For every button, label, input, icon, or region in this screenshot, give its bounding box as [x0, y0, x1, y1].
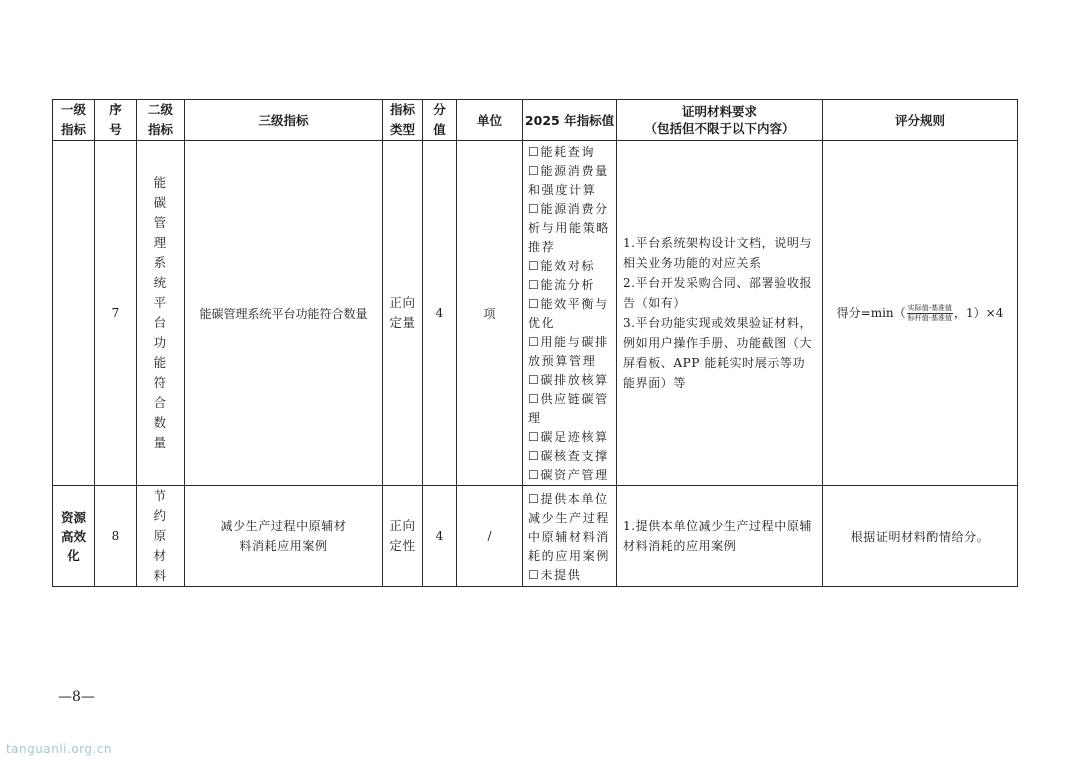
cell-score: 4 [423, 141, 457, 486]
cell-evidence [617, 141, 823, 486]
formula-suffix: ，1）×4 [954, 305, 1004, 320]
cell-level1: 资源高效化 [53, 486, 95, 587]
cell-type: 正向定量 [383, 141, 423, 486]
formula-prefix: 得分=min（ [836, 305, 906, 320]
option-item: ☐能流分析 [528, 278, 596, 292]
cell-target-options [523, 486, 617, 587]
option-item: ☐能效对标 [528, 259, 596, 273]
header-row [53, 100, 1018, 141]
option-item: ☐能源消费分析与用能策略推荐 [528, 202, 611, 254]
cell-unit: / [457, 486, 523, 587]
option-item: ☐未提供 [528, 567, 582, 582]
option-item: ☐能源消费量和强度计算 [528, 164, 609, 197]
option-item: ☐提供本单位减少生产过程中原辅材料消耗的应用案例 [528, 491, 611, 563]
cell-target-options [523, 141, 617, 486]
cell-seq: 8 [95, 486, 137, 587]
evidence-item: 1.提供本单位减少生产过程中原辅材料消耗的应用案例 [623, 519, 813, 553]
cell-seq: 7 [95, 141, 137, 486]
evidence-item: 1.平台系统架构设计文档，说明与相关业务功能的对应关系 [623, 236, 813, 270]
option-item: ☐碳核查支撑 [528, 449, 609, 463]
option-item: ☐碳资产管理 [528, 468, 609, 482]
cell-level2: 能碳管理系统平台功能符合数量 [137, 141, 185, 486]
table-row [53, 486, 1018, 587]
cell-unit: 项 [457, 141, 523, 486]
table-row [53, 141, 1018, 486]
header-score: 分值 [423, 100, 457, 141]
cell-type: 正向定性 [383, 486, 423, 587]
header-seq: 序号 [95, 100, 137, 141]
header-level3: 三级指标 [185, 100, 383, 141]
cell-level1 [53, 141, 95, 486]
cell-rule [823, 141, 1018, 486]
cell-level2: 节约原材料 [137, 486, 185, 587]
header-unit: 单位 [457, 100, 523, 141]
cell-score: 4 [423, 486, 457, 587]
cell-level3: 能碳管理系统平台功能符合数量 [185, 141, 383, 486]
header-evidence-line1: 证明材料要求 [681, 104, 757, 119]
evidence-item: 2.平台开发采购合同、部署验收报告（如有） [623, 276, 813, 310]
option-item: ☐碳排放核算 [528, 373, 609, 387]
option-item: ☐碳足迹核算 [528, 430, 609, 444]
header-target: 2025 年指标值 [523, 100, 617, 141]
header-evidence [617, 100, 823, 141]
header-level2: 二级指标 [137, 100, 185, 141]
formula-denominator: 标杆值-基准值 [907, 313, 953, 322]
option-item: ☐供应链碳管理 [528, 392, 609, 425]
indicator-table [52, 99, 1018, 587]
option-item: ☐能效平衡与优化 [528, 297, 609, 330]
page-number: —8— [58, 689, 95, 705]
evidence-item: 3.平台功能实现或效果验证材料，例如用户操作手册、功能截图（大屏看板、APP 能耗实时展示等功能界面）等 [623, 316, 813, 390]
option-item: ☐用能与碳排放预算管理 [528, 335, 609, 368]
cell-evidence [617, 486, 823, 587]
score-formula [836, 303, 1004, 322]
header-level1: 一级指标 [53, 100, 95, 141]
option-item: ☐能耗查询 [528, 145, 596, 159]
header-type: 指标类型 [383, 100, 423, 141]
watermark: tanguanli.org.cn [6, 742, 113, 756]
header-rule: 评分规则 [823, 100, 1018, 141]
formula-numerator: 实际值-基准值 [907, 303, 953, 312]
cell-level3: 减少生产过程中原辅材料消耗应用案例 [185, 486, 383, 587]
formula-fraction [907, 304, 953, 323]
header-evidence-line2: （包括但不限于以下内容） [644, 121, 795, 136]
cell-rule: 根据证明材料酌情给分。 [823, 486, 1018, 587]
